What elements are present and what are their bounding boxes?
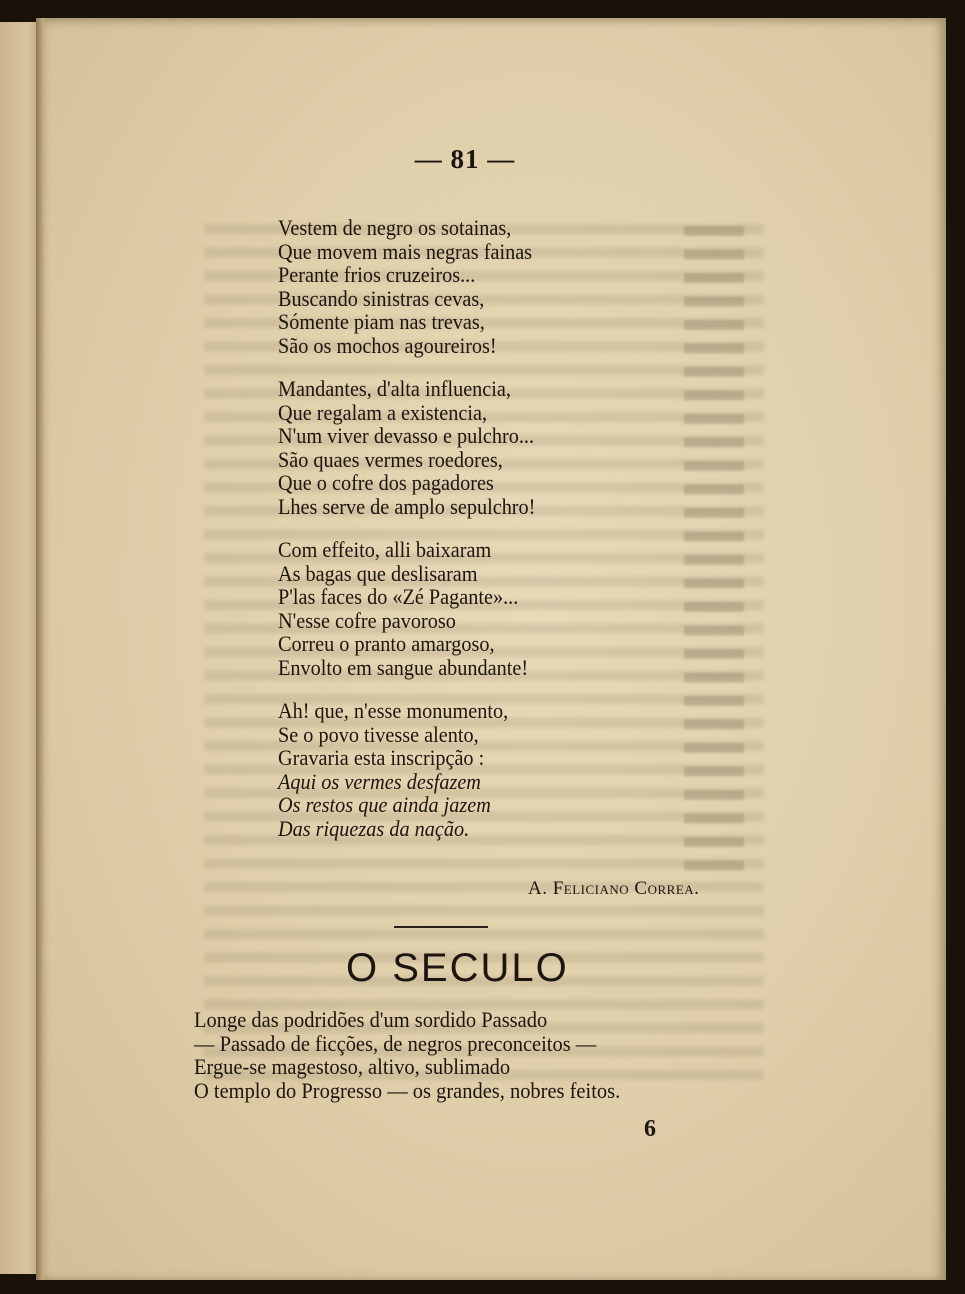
poem-line: Envolto em sangue abundante! (278, 654, 529, 680)
section-verse (194, 1008, 754, 1102)
poem-line: Perante frios cruzeiros... (278, 262, 476, 287)
poem-line: N'esse cofre pavoroso (278, 607, 456, 633)
poem-line: As bagas que deslisaram (278, 560, 478, 586)
verse-line: O templo do Progresso — os grandes, nobres feitos. (194, 1077, 621, 1103)
verse-line: Longe das podridões d'um sordido Passado (194, 1007, 548, 1032)
stanza-3 (278, 538, 738, 679)
verse-line: — Passado de ficções, de negros preconceitos — (194, 1030, 597, 1056)
poem-line: Sómente piam nas trevas, (278, 309, 485, 334)
poem-line: Buscando sinistras cevas, (278, 285, 485, 311)
poem-line: Que o cofre dos pagadores (278, 470, 494, 495)
stanza-2 (278, 377, 738, 518)
stanza-1 (278, 216, 738, 357)
author-signature: A. Feliciano Correa. (528, 878, 700, 899)
section-title: O SECULO (346, 946, 569, 990)
poem-line: Lhes serve de amplo sepulchro! (278, 493, 536, 519)
poem-line: Que regalam a existencia, (278, 399, 488, 425)
printer-signature-mark: 6 (644, 1116, 656, 1142)
poem-line: Mandantes, d'alta influencia, (278, 376, 511, 401)
book-spread (0, 18, 950, 1280)
poem-line-italic: Das riquezas da nação. (278, 815, 470, 841)
verse-line: Ergue-se magestoso, altivo, sublimado (194, 1054, 511, 1079)
poem-line-italic: Os restos que ainda jazem (278, 792, 491, 817)
left-page-edge (0, 22, 40, 1274)
poem-line: Que movem mais negras fainas (278, 238, 533, 264)
poem-line: Com effeito, alli baixaram (278, 537, 492, 562)
poem-line: Gravaria esta inscripção : (278, 745, 485, 770)
poem-line: Correu o pranto amargoso, (278, 631, 495, 656)
poem-line-italic: Aqui os vermes desfazem (278, 768, 481, 794)
poem-line: Se o povo tivesse alento, (278, 721, 479, 747)
poem (278, 216, 738, 860)
section-divider (394, 926, 488, 928)
poem-line: Vestem de negro os sotainas, (278, 215, 512, 240)
stanza-4 (278, 699, 738, 840)
page (44, 18, 946, 1280)
poem-line: São os mochos agoureiros! (278, 332, 497, 358)
poem-line: São quaes vermes roedores, (278, 446, 503, 472)
poem-line: N'um viver devasso e pulchro... (278, 423, 535, 448)
poem-line: P'las faces do «Zé Pagante»... (278, 584, 519, 609)
page-number: — 81 — (414, 144, 516, 174)
poem-line: Ah! que, n'esse monumento, (278, 698, 509, 723)
